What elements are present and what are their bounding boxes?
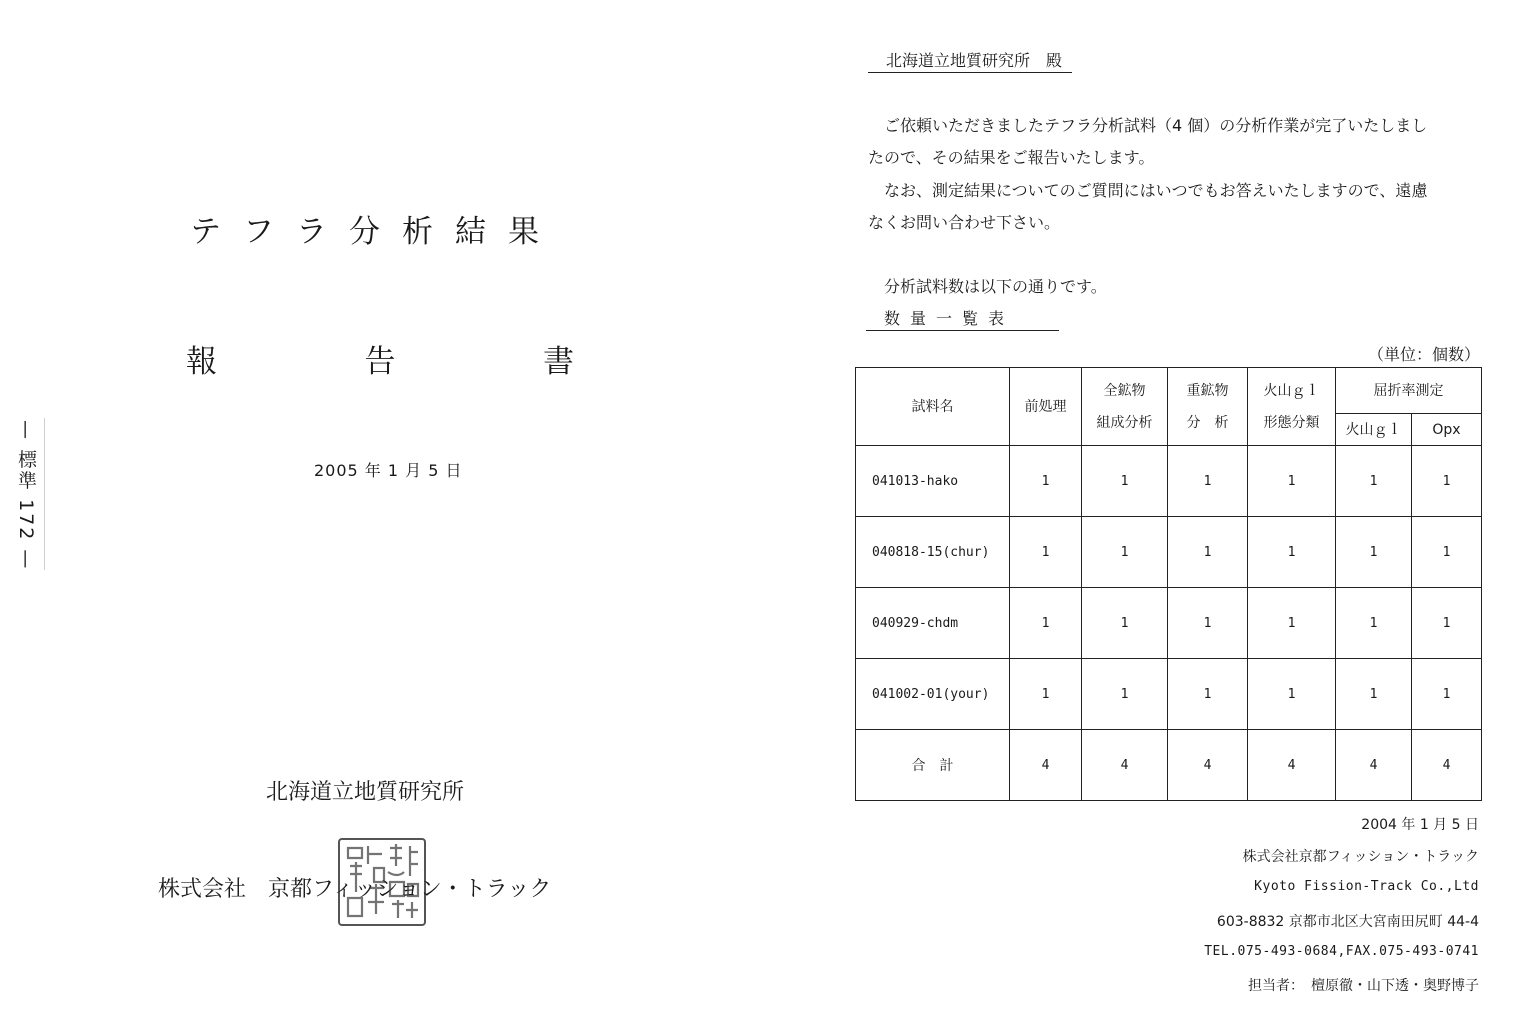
sample-name-cell: 041002-01(your)	[856, 659, 1010, 730]
value-cell: 1	[1336, 446, 1412, 517]
value-cell: 1	[1168, 659, 1248, 730]
footer-tel-fax: TEL.075-493-0684,FAX.075-493-0741	[1204, 944, 1479, 959]
side-divider	[44, 418, 45, 570]
value-cell: 1	[1168, 517, 1248, 588]
letter-addressee: 北海道立地質研究所 殿	[868, 50, 1072, 73]
letter-paragraph-4: なくお問い合わせ下さい。	[868, 213, 1061, 232]
cover-title: テフラ分析結果	[190, 214, 561, 250]
sample-count-table	[855, 367, 1482, 801]
header-total-mineral	[1082, 368, 1168, 446]
table-title: 数量一覧表	[866, 308, 1059, 331]
header-pretreatment: 前処理	[1010, 368, 1082, 446]
value-cell: 1	[1412, 659, 1482, 730]
letter-paragraph-1: ご依頼いただきましたテフラ分析試料（4 個）の分析作業が完了いたしまし	[868, 116, 1428, 135]
header-glass-morphology-line2: 形態分類	[1263, 414, 1320, 431]
table-total-row	[856, 730, 1482, 801]
header-ref-glass: 火山ｇｌ	[1336, 414, 1412, 446]
value-cell: 1	[1248, 659, 1336, 730]
value-cell: 1	[1336, 588, 1412, 659]
letter-paragraph-2: たので、その結果をご報告いたします。	[868, 148, 1155, 167]
total-value-cell: 4	[1168, 730, 1248, 801]
table-row	[856, 446, 1482, 517]
header-heavy-mineral	[1168, 368, 1248, 446]
header-heavy-mineral-line2: 分 析	[1186, 414, 1229, 431]
footer-address: 603-8832 京都市北区大宮南田尻町 44-4	[1216, 914, 1479, 930]
letter-paragraph-3: なお、測定結果についてのご質問にはいつでもお答えいたしますので、遠慮	[868, 181, 1428, 200]
value-cell: 1	[1010, 517, 1082, 588]
footer-company-jp: 株式会社京都フィッション・トラック	[1242, 849, 1479, 865]
value-cell: 1	[1336, 517, 1412, 588]
table-row	[856, 588, 1482, 659]
total-value-cell: 4	[1412, 730, 1482, 801]
sample-name-cell: 041013-hako	[856, 446, 1010, 517]
table-row	[856, 659, 1482, 730]
table-row	[856, 517, 1482, 588]
header-heavy-mineral-line1: 重鉱物	[1186, 382, 1229, 399]
value-cell: 1	[1010, 446, 1082, 517]
footer-company-en: Kyoto Fission-Track Co.,Ltd	[1254, 879, 1479, 894]
header-ref-opx: Opx	[1412, 414, 1482, 446]
header-glass-morphology-line1: 火山ｇｌ	[1263, 382, 1320, 399]
value-cell: 1	[1082, 446, 1168, 517]
total-value-cell: 4	[1082, 730, 1168, 801]
cover-date: 2005 年 1 月 5 日	[314, 461, 463, 480]
value-cell: 1	[1082, 659, 1168, 730]
header-sample-name: 試料名	[856, 368, 1010, 446]
value-cell: 1	[1168, 446, 1248, 517]
value-cell: 1	[1082, 517, 1168, 588]
total-value-cell: 4	[1336, 730, 1412, 801]
value-cell: 1	[1248, 446, 1336, 517]
value-cell: 1	[1412, 446, 1482, 517]
letter-paragraph-5: 分析試料数は以下の通りです。	[868, 277, 1107, 296]
total-value-cell: 4	[1010, 730, 1082, 801]
value-cell: 1	[1082, 588, 1168, 659]
total-value-cell: 4	[1248, 730, 1336, 801]
total-label-cell: 合 計	[856, 730, 1010, 801]
value-cell: 1	[1248, 517, 1336, 588]
header-total-mineral-line2: 組成分析	[1096, 414, 1153, 431]
cover-subtitle-char-1: 報	[186, 344, 217, 380]
cover-subtitle-char-3: 書	[543, 344, 574, 380]
cover-company: 株式会社 京都フィッション・トラック	[158, 877, 552, 902]
header-refractive-index: 屈折率測定	[1336, 368, 1482, 414]
sample-name-cell: 040818-15(chur)	[856, 517, 1010, 588]
value-cell: 1	[1168, 588, 1248, 659]
value-cell: 1	[1248, 588, 1336, 659]
value-cell: 1	[1336, 659, 1412, 730]
footer-contact: 担当者： 檀原徹・山下透・奥野博子	[1248, 978, 1479, 994]
cover-subtitle	[186, 336, 574, 381]
unit-note: （単位：個数）	[1368, 345, 1481, 364]
value-cell: 1	[1412, 588, 1482, 659]
value-cell: 1	[1412, 517, 1482, 588]
header-total-mineral-line1: 全鉱物	[1103, 382, 1146, 399]
side-page-label: — 標準 172 —	[15, 420, 37, 571]
table-header-row	[856, 368, 1482, 414]
company-seal-stamp	[338, 838, 426, 926]
value-cell: 1	[1010, 588, 1082, 659]
value-cell: 1	[1010, 659, 1082, 730]
header-glass-morphology	[1248, 368, 1336, 446]
sample-name-cell: 040929-chdm	[856, 588, 1010, 659]
cover-recipient: 北海道立地質研究所	[266, 780, 465, 805]
cover-subtitle-char-2: 告	[364, 344, 396, 380]
footer-date: 2004 年 1 月 5 日	[1361, 817, 1479, 833]
